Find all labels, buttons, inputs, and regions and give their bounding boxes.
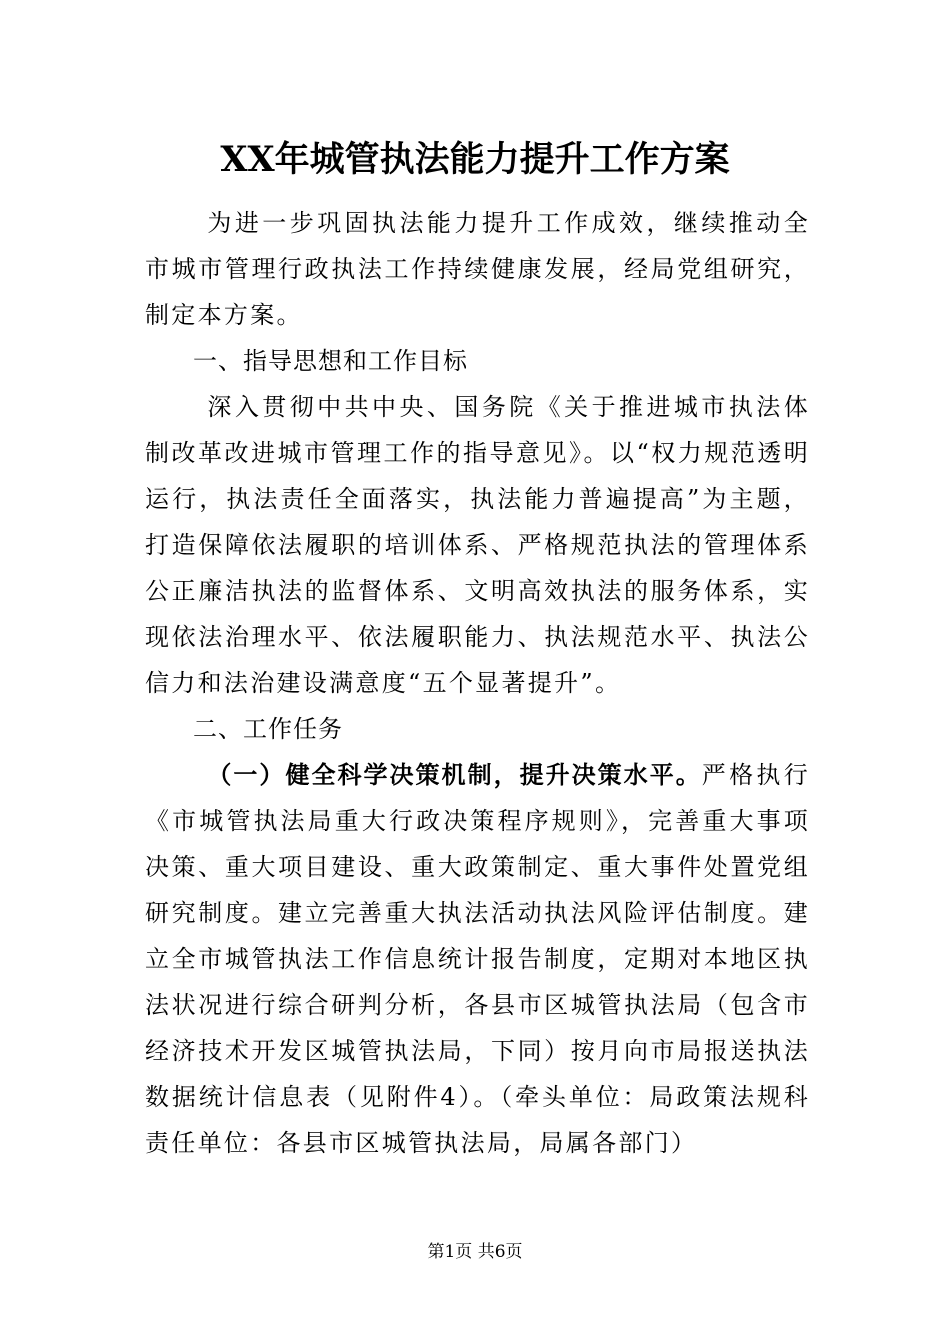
section-2-heading: 二、工作任务 bbox=[193, 715, 343, 743]
task-1-paragraph bbox=[145, 752, 810, 1166]
section-1-paragraph: 深入贯彻中共中央、国务院《关于推进城市执法体制改革改进城市管理工作的指导意见》。以“权力规范透明运行，执法责任全面落实，执法能力普遍提高”为主题，打造保障依法履职的培训体系、严格规范执法的管理体系公正廉洁执法的监督体系、文明高效执法的服务体系，实现依法治理水平、依法履职能力、执法规范水平、执法公信力和法治建设满意度“五个显著提升”。 bbox=[145, 393, 810, 697]
task-1-lead: （一）健全科学决策机制，提升决策水平。 bbox=[207, 761, 702, 789]
section-1-heading: 一、指导思想和工作目标 bbox=[193, 347, 468, 375]
task-1-body: 严格执行《市城管执法局重大行政决策程序规则》，完善重大事项决策、重大项目建设、重大政策制定、重大事件处置党组研究制度。建立完善重大执法活动执法风险评估制度。建立全市城管执法工作信息统计报告制度，定期对本地区执法状况进行综合研判分析，各县市区城管执法局（包含市经济技术开发区城管执法局，下同）按月向市局报送执法数据统计信息表（见附件4）。（牵头单位：局政策法规科责任单位：各县市区城管执法局，局属各部门） bbox=[145, 761, 811, 1157]
page-number-footer: 第1页 共6页 bbox=[427, 1242, 523, 1262]
document-title: XX年城管执法能力提升工作方案 bbox=[220, 139, 730, 180]
document-body bbox=[145, 200, 810, 1166]
intro-paragraph: 为进一步巩固执法能力提升工作成效，继续推动全市城市管理行政执法工作持续健康发展，经局党组研究，制定本方案。 bbox=[145, 209, 810, 329]
